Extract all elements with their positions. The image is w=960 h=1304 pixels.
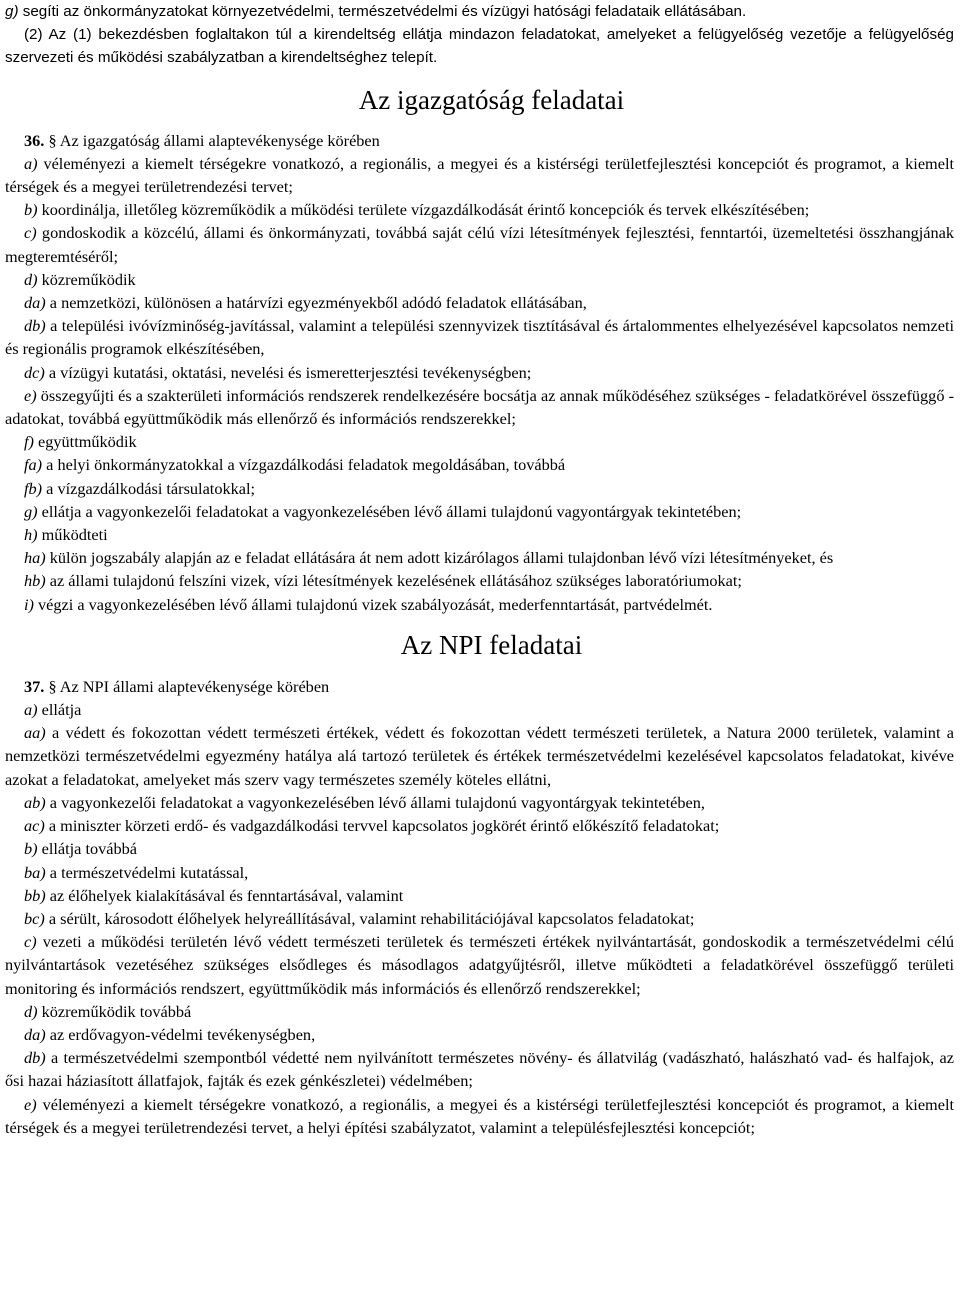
section-lead-text: Az igazgatóság állami alaptevékenysége körében bbox=[56, 130, 380, 150]
item-label: aa) bbox=[24, 723, 46, 743]
intro-paragraph-2: (2) Az (1) bekezdésben foglaltakon túl a kirendeltség ellátja mindazon feladatokat, amelyeket a felügyelőség vezetője a felügyelőség szervezeti és működési szabályzatban a kirendeltséghez telepít. bbox=[5, 26, 954, 67]
item-text: a helyi önkormányzatokkal a vízgazdálkodási feladatok megoldásában, továbbá bbox=[42, 455, 566, 475]
item-label: f) bbox=[24, 432, 34, 452]
item-label: e) bbox=[24, 385, 37, 405]
item-text: ellátja továbbá bbox=[37, 839, 138, 859]
item-label: bc) bbox=[24, 908, 45, 928]
item-label: ab) bbox=[24, 792, 46, 812]
item-label: hb) bbox=[24, 571, 46, 591]
item-text: működteti bbox=[37, 525, 108, 545]
item-text: közreműködik bbox=[37, 269, 136, 289]
list-item bbox=[5, 221, 954, 267]
item-text: ellátja a vagyonkezelői feladatokat a vagyonkezelésében lévő állami tulajdonú vagyontárgyak tekintetében; bbox=[37, 501, 742, 521]
item-text: az élőhelyek kialakításával és fenntartásával, valamint bbox=[45, 885, 404, 905]
item-label: fa) bbox=[24, 455, 43, 475]
item-label: e) bbox=[24, 1094, 37, 1114]
section-36-list bbox=[5, 152, 954, 616]
item-text: a vízgazdálkodási társulatokkal; bbox=[42, 478, 256, 498]
section-36-lead bbox=[5, 129, 954, 152]
section-37-list bbox=[5, 698, 954, 1139]
item-label: i) bbox=[24, 594, 34, 614]
list-item bbox=[5, 198, 954, 221]
list-item bbox=[5, 152, 954, 198]
list-item bbox=[5, 698, 954, 721]
item-text: külön jogszabály alapján az e feladat ellátására át nem adott kizárólagos állami tulajdonban lévő vízi létesítményeket, és bbox=[45, 548, 834, 568]
section-lead-text: Az NPI állami alaptevékenysége körében bbox=[56, 676, 330, 696]
item-text: segíti az önkormányzatokat környezetvédelmi, természetvédelmi és vízügyi hatósági feladataik ellátásában. bbox=[18, 3, 747, 20]
list-item bbox=[5, 546, 954, 569]
item-label: da) bbox=[24, 293, 46, 313]
list-item bbox=[5, 268, 954, 291]
list-item bbox=[5, 884, 954, 907]
item-label: d) bbox=[24, 269, 38, 289]
item-text: ellátja bbox=[37, 700, 82, 720]
item-label: fb) bbox=[24, 478, 43, 498]
list-item bbox=[5, 453, 954, 476]
item-text: a vagyonkezelői feladatokat a vagyonkezelésében lévő állami tulajdonú vagyontárgyak tekintetében, bbox=[45, 792, 705, 812]
list-item bbox=[5, 930, 954, 1000]
item-label: g) bbox=[5, 3, 19, 20]
item-text: a nemzetközi, különösen a határvízi egyezményekből adódó feladatok ellátásában, bbox=[45, 293, 587, 313]
list-item bbox=[5, 523, 954, 546]
section-37-lead bbox=[5, 675, 954, 698]
section-sign-icon: § bbox=[48, 130, 57, 150]
list-item bbox=[5, 430, 954, 453]
item-label: bb) bbox=[24, 885, 46, 905]
item-label: a) bbox=[24, 700, 38, 720]
list-item bbox=[5, 384, 954, 430]
item-label: g) bbox=[24, 501, 38, 521]
intro-item-g bbox=[5, 0, 954, 23]
item-text: vezeti a működési területén lévő védett természeti területek és természeti értékek nyilvántartását, gondoskodik a természetvédelmi célú nyilvántartások vezetéséhez szükséges elsődleges és másodlagos adatgyűjtésről, illetve működteti a feladatkörével összefüggő területi monitoring és információs rendszert, együttműködik más információs és ellenőrző rendszerekkel; bbox=[5, 932, 954, 998]
item-text: az erdővagyon-védelmi tevékenységben, bbox=[45, 1024, 316, 1044]
list-item bbox=[5, 837, 954, 860]
item-label: ha) bbox=[24, 548, 46, 568]
item-text: a települési ivóvízminőség-javítással, valamint a települési szennyvizek tisztításával és ártalommentes elhelyezésével kapcsolatos nemzeti és regionális programok elkészítésében, bbox=[5, 316, 954, 359]
list-item bbox=[5, 791, 954, 814]
item-text: a természetvédelmi szempontból védetté nem nyilvánított természetes növény- és állatvilág (vadászható, halászható vad- és halfajok, az ősi hazai háziasított állatfajok, fajták és ezek génkészletei) védelmében; bbox=[5, 1048, 954, 1091]
list-item bbox=[5, 907, 954, 930]
item-text: a vízügyi kutatási, oktatási, nevelési és ismeretterjesztési tevékenységben; bbox=[44, 362, 532, 382]
item-text: a természetvédelmi kutatással, bbox=[45, 862, 249, 882]
item-text: véleményezi a kiemelt térségekre vonatkozó, a regionális, a megyei és a kistérségi területfejlesztési koncepciót és programot, a kiemelt térségek és a megyei területrendezési tervet, a helyi építési szabályzatot, valamint a településfejlesztési koncepciót; bbox=[5, 1094, 954, 1137]
list-item bbox=[5, 361, 954, 384]
list-item bbox=[5, 291, 954, 314]
item-text: véleményezi a kiemelt térségekre vonatkozó, a regionális, a megyei és a kistérségi területfejlesztési koncepciót és programot, a kiemelt térségek és a megyei területrendezési tervet; bbox=[5, 153, 954, 197]
item-text: koordinálja, illetőleg közreműködik a működési területe vízgazdálkodását érintő koncepciók és tervek elkészítésében; bbox=[37, 200, 810, 220]
list-item bbox=[5, 314, 954, 360]
list-item bbox=[5, 861, 954, 884]
section-number: 36. bbox=[24, 130, 45, 150]
item-label: a) bbox=[24, 153, 38, 173]
item-label: db) bbox=[24, 1048, 46, 1068]
item-text: a miniszter körzeti erdő- és vadgazdálkodási tervvel kapcsolatos jogkörét érintő előkészítő feladatokat; bbox=[44, 816, 720, 836]
item-label: d) bbox=[24, 1001, 38, 1021]
item-text: a védett és fokozottan védett természeti értékek, védett és fokozottan védett természeti területek, a Natura 2000 területek, valamint a nemzetközi természetvédelmi egyezmény hatálya alá tartozó területek és értékek természetvédelmi kezelésével kapcsolatos feladatokat, kivéve azokat a feladatokat, amelyeket más szerv vagy természetes személy köteles ellátni, bbox=[5, 723, 954, 789]
item-label: ac) bbox=[24, 816, 45, 836]
item-label: da) bbox=[24, 1024, 46, 1044]
item-text: végzi a vagyonkezelésében lévő állami tulajdonú vizek szabályozását, mederfenntartását, partvédelmét. bbox=[33, 594, 713, 614]
item-text: gondoskodik a közcélú, állami és önkormányzati, továbbá saját célú vízi létesítmények fejlesztési, fenntartói, üzemeltetési összhangjának megteremtéséről; bbox=[5, 223, 954, 266]
item-label: h) bbox=[24, 525, 38, 545]
item-label: c) bbox=[24, 223, 37, 243]
list-item bbox=[5, 1000, 954, 1023]
item-label: ba) bbox=[24, 862, 46, 882]
list-item bbox=[5, 721, 954, 791]
list-item bbox=[5, 569, 954, 592]
section-sign-icon: § bbox=[48, 676, 57, 696]
list-item bbox=[5, 593, 954, 616]
item-label: b) bbox=[24, 839, 38, 859]
item-label: b) bbox=[24, 200, 38, 220]
section-heading-igazgatosag: Az igazgatóság feladatai bbox=[358, 84, 625, 115]
item-text: az állami tulajdonú felszíni vizek, vízi létesítmények kezelésének ellátásához szükséges laboratóriumokat; bbox=[45, 571, 742, 591]
list-item bbox=[5, 1046, 954, 1092]
item-label: db) bbox=[24, 316, 46, 336]
section-heading-npi: Az NPI feladatai bbox=[400, 629, 583, 660]
item-text: a sérült, károsodott élőhelyek helyreállításával, valamint rehabilitációjával kapcsolatos feladatokat; bbox=[44, 908, 695, 928]
list-item bbox=[5, 500, 954, 523]
item-text: összegyűjti és a szakterületi információs rendszerek rendelkezésére bocsátja az annak működéséhez szükséges - feladatkörével összefüggő - adatokat, továbbá együttműködik más ellenőrző és információs rendszerekkel; bbox=[5, 385, 954, 429]
item-text: együttműködik bbox=[33, 432, 137, 452]
item-label: dc) bbox=[24, 362, 45, 382]
section-number: 37. bbox=[24, 676, 45, 696]
item-label: c) bbox=[24, 932, 37, 952]
item-text: közreműködik továbbá bbox=[37, 1001, 192, 1021]
list-item bbox=[5, 1023, 954, 1046]
list-item bbox=[5, 1093, 954, 1139]
list-item bbox=[5, 814, 954, 837]
list-item bbox=[5, 477, 954, 500]
